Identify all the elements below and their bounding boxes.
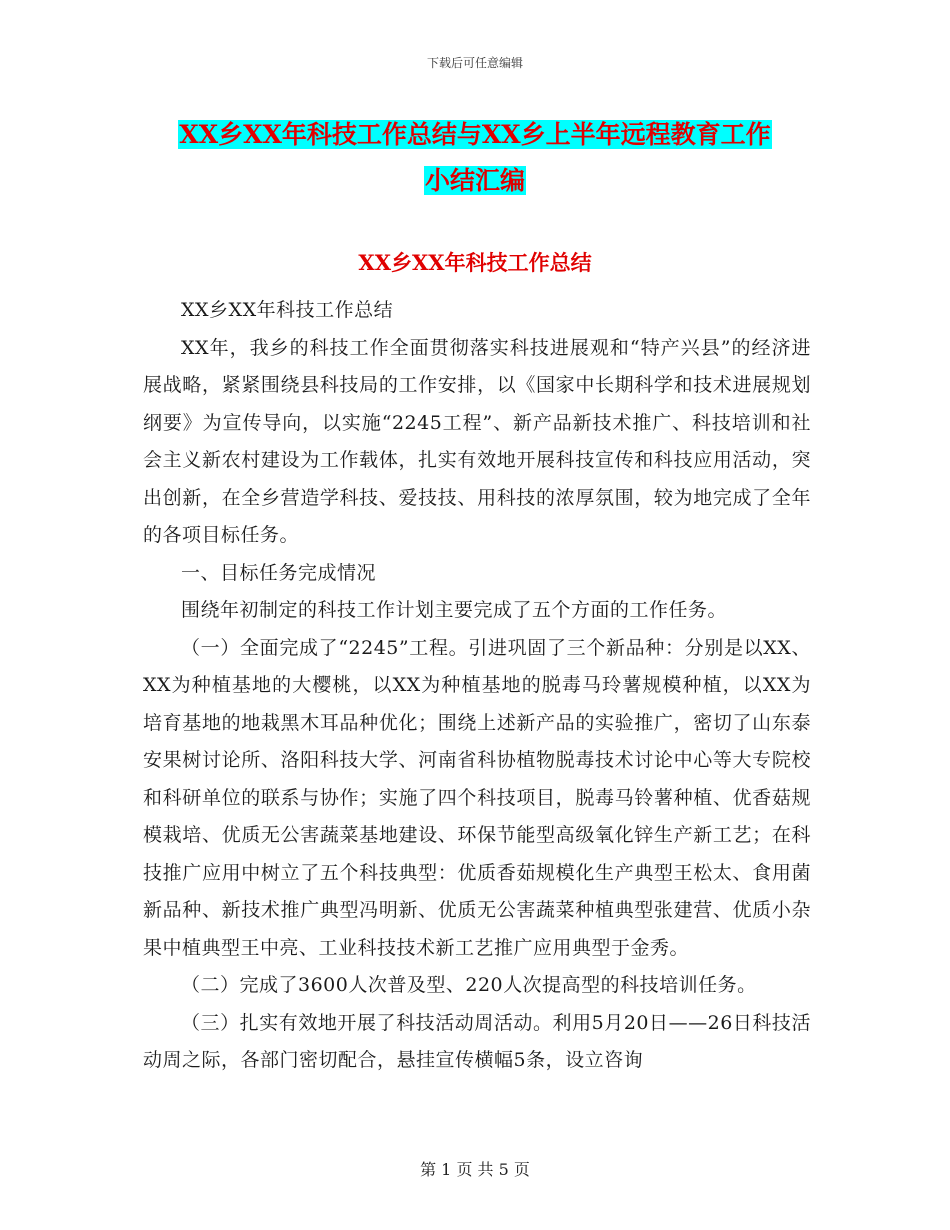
paragraph: XX年，我乡的科技工作全面贯彻落实科技进展观和“特产兴县”的经济进展战略，紧紧围绕县科技局的工作安排，以《国家中长期科学和技术进展规划纲要》为宣传导向，以实施“2245工程”、新产品新技术推广、科技培训和社会主义新农村建设为工作载体，扎实有效地开展科技宣传和科技应用活动，突出创新，在全乡营造学科技、爱技技、用科技的浓厚氛围，较为地完成了全年的各项目标任务。 [143,336,811,546]
header-note: 下载后可任意编辑 [426,56,523,70]
paragraph: （三）扎实有效地开展了科技活动周活动。利用5月20日——26日科技活动周之际，各部门密切配合，悬挂宣传横幅5条，设立咨询 [143,1011,811,1071]
paragraph: （一）全面完成了“2245”工程。引进巩固了三个新品种：分别是以XX、XX为种植基地的大樱桃，以XX为种植基地的脱毒马玲薯规模种植，以XX为培育基地的地栽黑木耳品种优化；围绕上述新产品的实验推广，密切了山东泰安果树讨论所、洛阳科技大学、河南省科协植物脱毒技术讨论中心等大专院校和科研单位的联系与协作；实施了四个科技项目，脱毒马铃薯种植、优香菇规模栽培、优质无公害蔬菜基地建设、环保节能型高级氧化锌生产新工艺；在科技推广应用中树立了五个科技典型：优质香茹规模化生产典型王松太、食用菌新品种、新技术推广典型冯明新、优质无公害蔬菜种植典型张建营、优质小杂果中植典型王中亮、工业科技技术新工艺推广应用典型于金秀。 [143,636,811,959]
section-title: XX乡XX年科技工作总结 [358,250,592,275]
paragraph: 一、目标任务完成情况 [181,561,377,584]
document-title [0,112,950,204]
page-footer: 第 1 页 共 5 页 [420,1160,530,1179]
paragraph: （二）完成了3600人次普及型、220人次提高型的科技培训任务。 [181,974,757,996]
paragraph: XX乡XX年科技工作总结 [181,299,394,321]
document-title-line1: XX乡XX年科技工作总结与XX乡上半年远程教育工作 [179,120,771,149]
document-title-line2: 小结汇编 [424,166,525,195]
body-text [143,292,811,1080]
paragraph: 围绕年初制定的科技工作计划主要完成了五个方面的工作任务。 [181,599,728,621]
